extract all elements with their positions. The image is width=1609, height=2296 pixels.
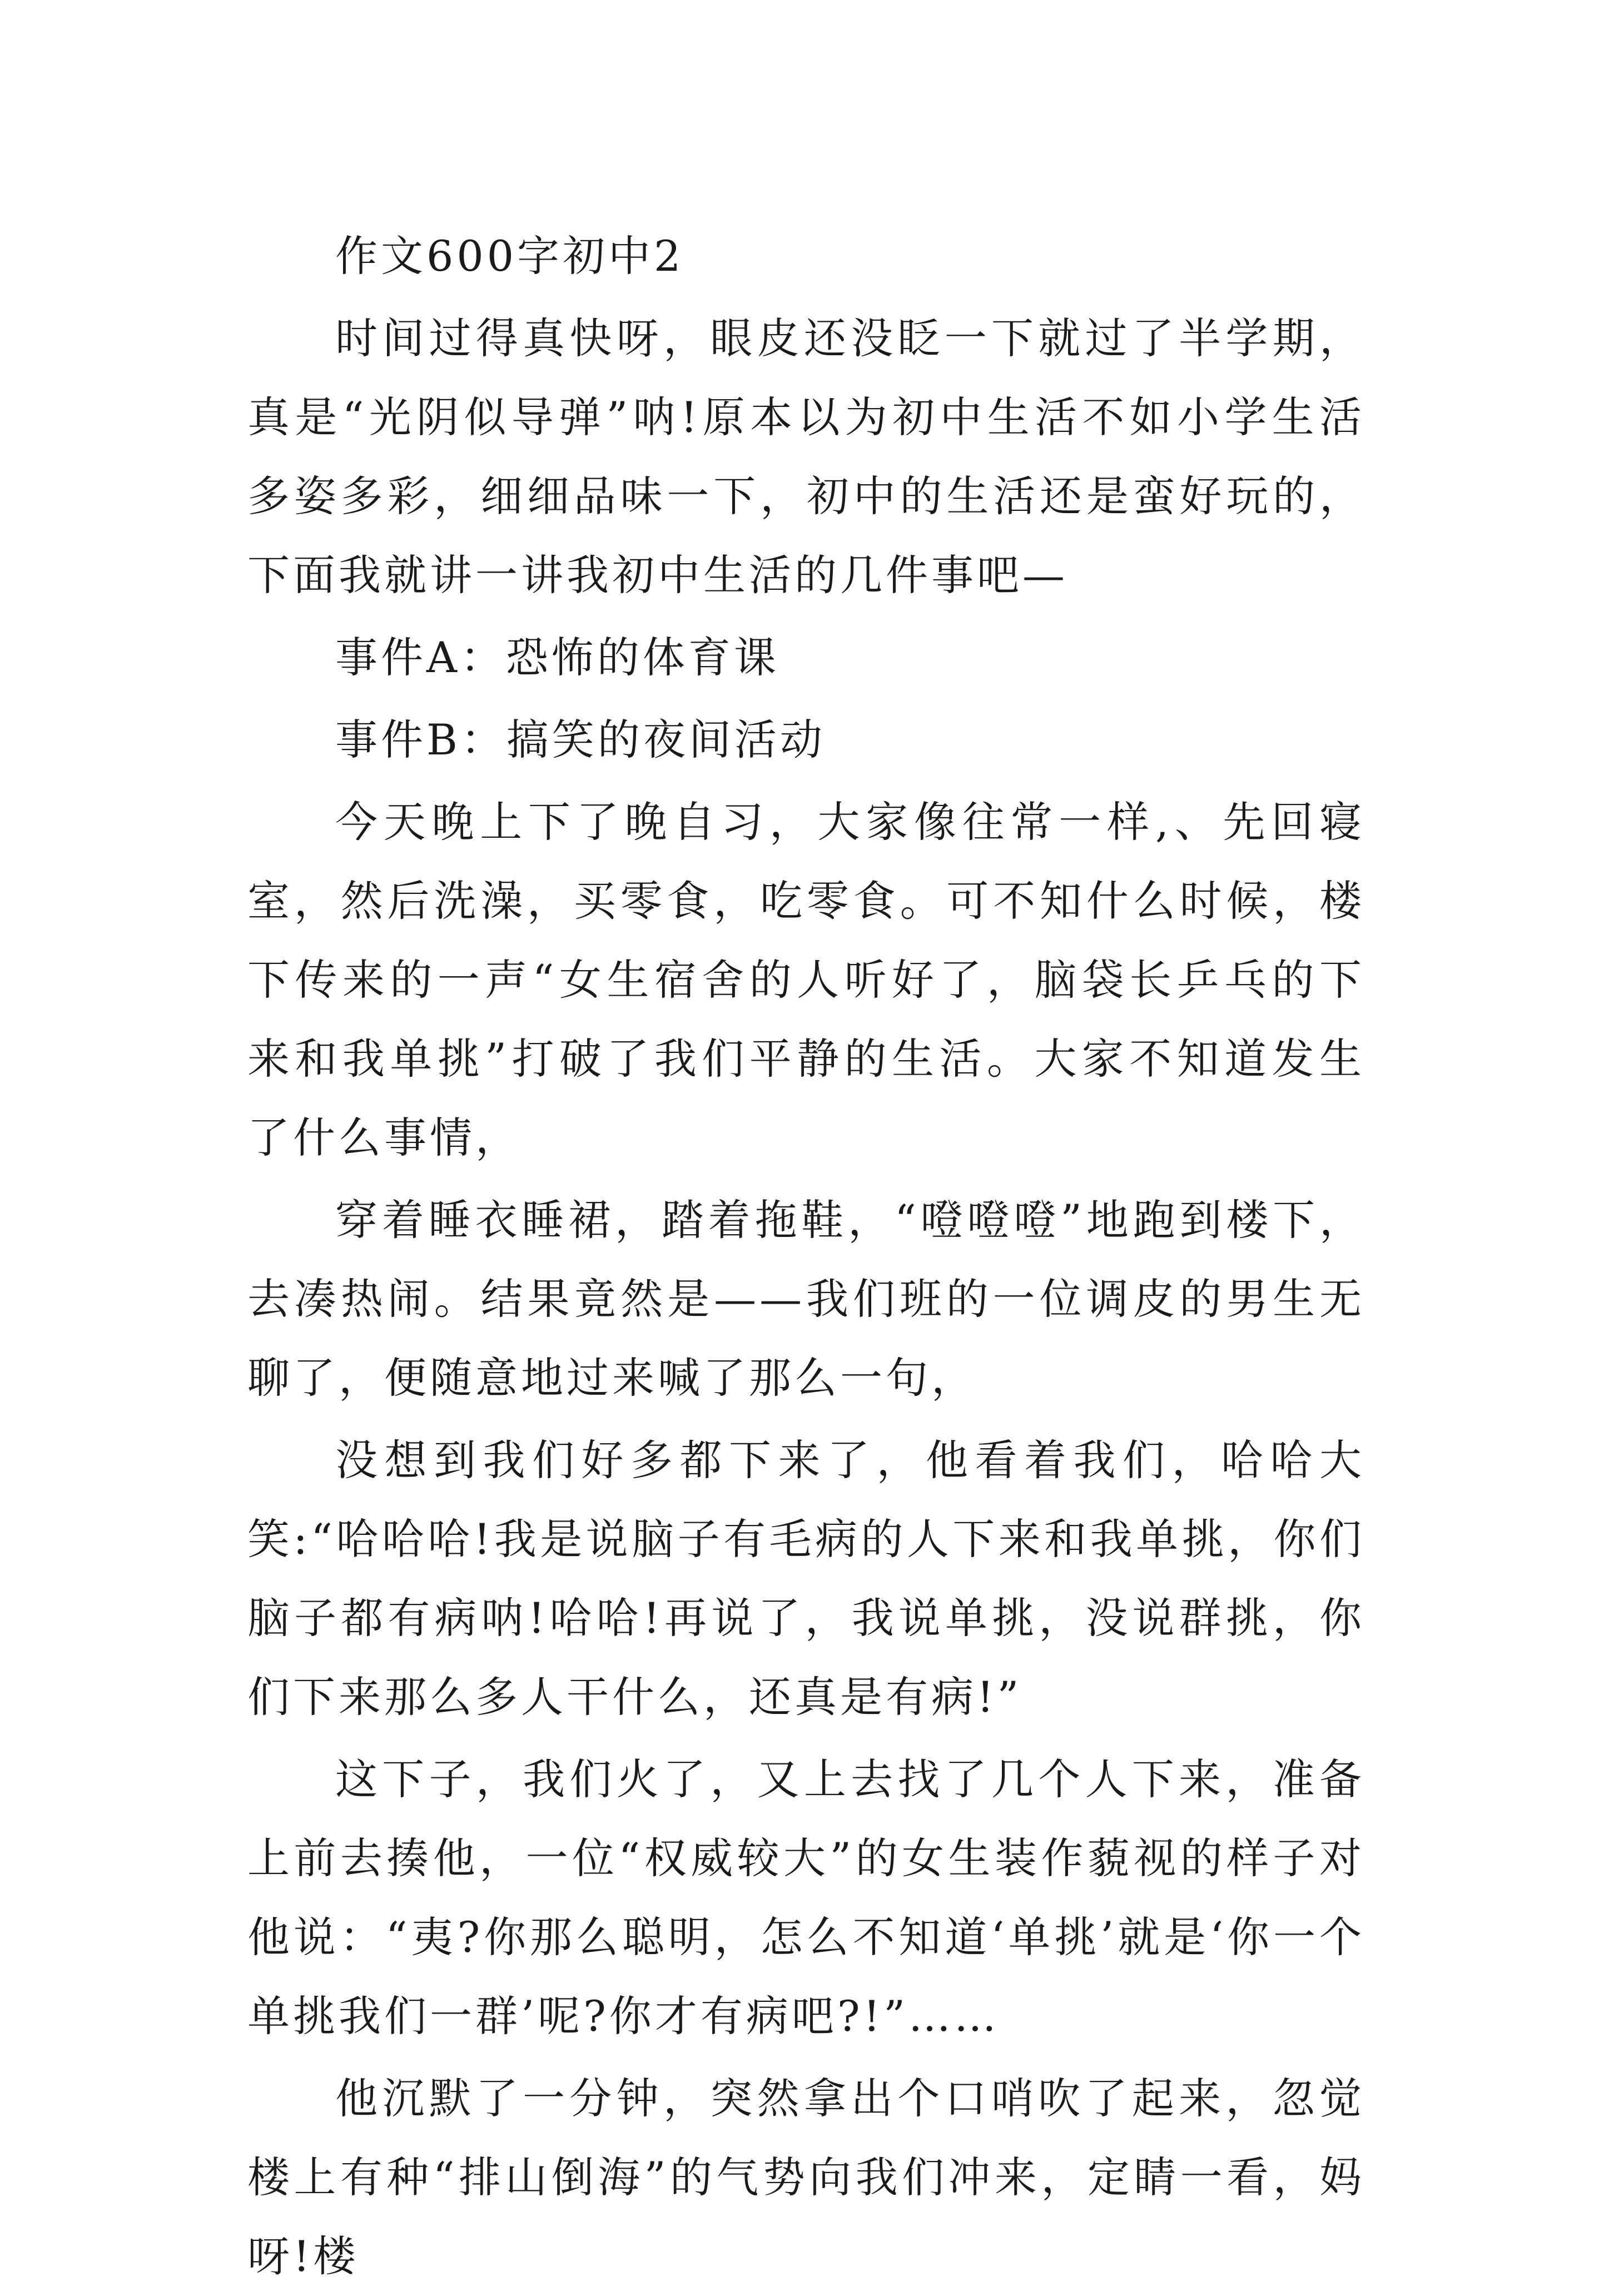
document-title: 作文600字初中2 (335, 231, 684, 281)
paragraph: 事件B：搞笑的夜间活动 (335, 715, 826, 764)
document-body (247, 217, 1365, 2296)
paragraph: 穿着睡衣睡裙，踏着拖鞋，“噔噔噔”地跑到楼下，去凑热闹。结果竟然是——我们班的一位调皮的男生无聊了，便随意地过来喊了那么一句， (247, 1195, 1365, 1403)
paragraph: 今天晚上下了晚自习，大家像往常一样,、先回寝室，然后洗澡，买零食，吃零食。可不知什么时候，楼下传来的一声“女生宿舍的人听好了，脑袋长乒乓的下来和我单挑”打破了我们平静的生活。大家不知道发生了什么事情， (247, 797, 1365, 1162)
paragraph: 这下子，我们火了，又上去找了几个人下来，准备上前去揍他，一位“权威较大”的女生装作藐视的样子对他说：“夷?你那么聪明，怎么不知道‘单挑’就是‘你一个单挑我们一群’呢?你才有病吧?!”…… (247, 1755, 1365, 2041)
paragraph: 事件A：恐怖的体育课 (335, 633, 779, 682)
paragraph: 时间过得真快呀，眼皮还没眨一下就过了半学期，真是“光阴似导弹”呐!原本以为初中生活不如小学生活多姿多彩，细细品味一下，初中的生活还是蛮好玩的，下面我就讲一讲我初中生活的几件事吧— (247, 314, 1365, 600)
paragraph: 他沉默了一分钟，突然拿出个口哨吹了起来，忽觉楼上有种“排山倒海”的气势向我们冲来，定睛一看，妈呀!楼 (247, 2074, 1365, 2281)
paragraph: 没想到我们好多都下来了，他看着我们，哈哈大笑:“哈哈哈!我是说脑子有毛病的人下来和我单挑，你们脑子都有病呐!哈哈!再说了，我说单挑，没说群挑，你们下来那么多人干什么，还真是有病!” (247, 1435, 1365, 1722)
